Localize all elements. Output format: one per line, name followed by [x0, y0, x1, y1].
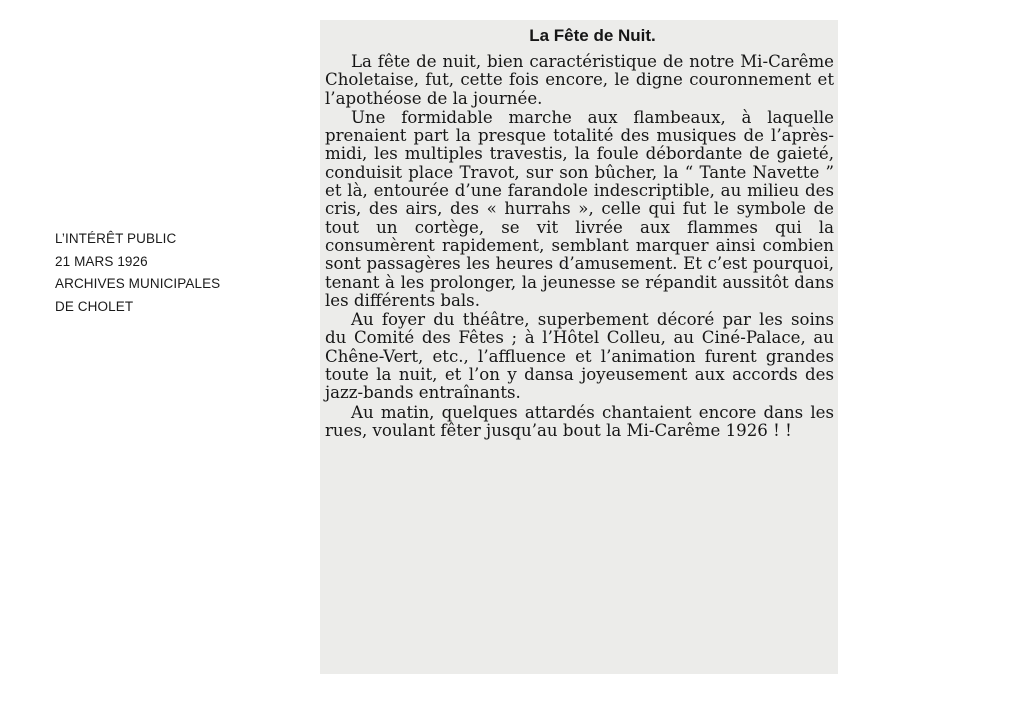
caption-date: 21 MARS 1926 — [55, 253, 148, 269]
caption-city: DE CHOLET — [55, 298, 134, 314]
source-caption — [55, 228, 285, 318]
article-paragraph-4: Au matin, quelques attardés chantaient encore dans les rues, voulant fêter jusqu’au bout la Mi-Carême 1926 ! ! — [325, 402, 834, 440]
caption-archive: ARCHIVES MUNICIPALES — [55, 276, 221, 291]
article-paragraph-1: La fête de nuit, bien caractéristique de notre Mi-Carême Choletaise, fut, cette fois encore, le digne couronnement et l’apothéose de la journée. — [325, 52, 834, 108]
newspaper-clipping — [320, 20, 838, 674]
article-paragraph-2: Une formidable marche aux flambeaux, à laquelle prenaient part la presque totalité des musiques de l’après-midi, les multiples travestis, la foule débordante de gaieté, conduisit place Travot, sur son bûcher, la “ Tante Navette ” et là, entourée d’une farandole indescriptible, au milieu des cris, des airs, des « hurrahs », celle qui fut le symbole de tout un cortège, se vit livrée aux flammes qui la consumèrent rapidement, semblant marquer ainsi combien sont passagères les heures d’amusement. Et c’est pourquoi, tenant à les prolonger, la jeunesse se répandit aussitôt dans les différents bals. — [325, 107, 834, 310]
article-title: La Fête de Nuit. — [529, 26, 656, 45]
article-paragraph-3: Au foyer du théâtre, superbement décoré par les soins du Comité des Fêtes ; à l’Hôtel Colleu, au Ciné-Palace, au Chêne-Vert, etc., l’affluence et l’animation furent grandes toute la nuit, et l’on y dansa joyeusement aux accords des jazz-bands entraînants. — [325, 310, 834, 403]
caption-publication: L’INTÉRÊT PUBLIC — [55, 231, 177, 246]
